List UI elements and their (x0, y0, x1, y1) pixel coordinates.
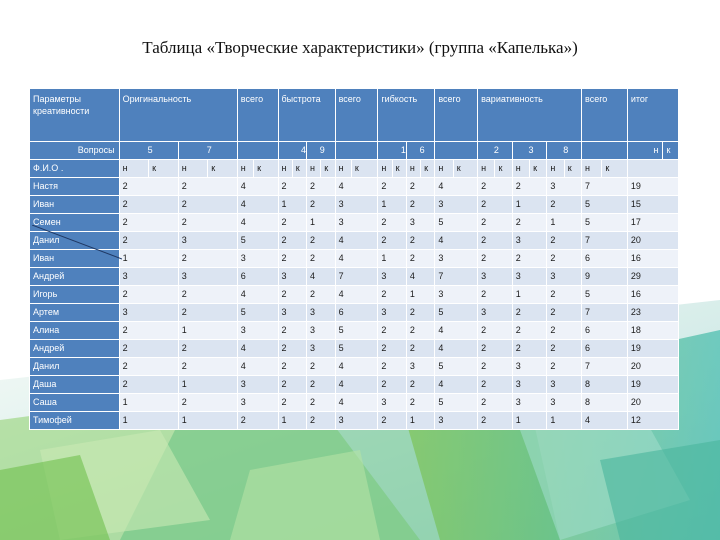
score-cell: 2 (178, 196, 237, 214)
score-cell: 2 (547, 358, 582, 376)
question-number: 7 (178, 142, 237, 160)
score-cell: 3 (512, 394, 547, 412)
question-number: 3 (512, 142, 547, 160)
student-name: Настя (30, 178, 120, 196)
question-number: 2 (478, 142, 513, 160)
score-cell: 1 (278, 412, 307, 430)
nk-cell: н (237, 160, 253, 178)
score-cell: 4 (435, 232, 478, 250)
score-cell: 4 (307, 268, 336, 286)
score-cell: 2 (119, 322, 178, 340)
score-cell: 2 (378, 322, 407, 340)
score-cell: 2 (278, 286, 307, 304)
score-cell: 1 (378, 196, 407, 214)
score-cell: 3 (547, 376, 582, 394)
table-row (30, 286, 679, 304)
creativity-table (29, 88, 679, 430)
score-cell: 2 (547, 232, 582, 250)
table-row (30, 232, 679, 250)
student-name: Саша (30, 394, 120, 412)
nk-cell: н (378, 160, 392, 178)
student-name: Артем (30, 304, 120, 322)
score-cell: 2 (278, 322, 307, 340)
table-row (30, 322, 679, 340)
header-flexibility: гибкость (378, 89, 435, 142)
fio-row (30, 160, 679, 178)
score-cell: 3 (307, 304, 336, 322)
nk-cell: к (453, 160, 477, 178)
score-cell: 3 (378, 394, 407, 412)
score-cell: 2 (547, 340, 582, 358)
score-cell: 2 (406, 178, 435, 196)
score-cell: 2 (178, 250, 237, 268)
score-cell: 2 (278, 214, 307, 232)
score-cell: 2 (278, 340, 307, 358)
score-cell: 4 (335, 178, 378, 196)
score-cell: 3 (237, 250, 278, 268)
score-cell: 2 (119, 286, 178, 304)
score-cell: 2 (512, 250, 547, 268)
student-name: Алина (30, 322, 120, 340)
score-cell: 5 (582, 214, 628, 232)
score-cell: 2 (378, 178, 407, 196)
nk-cell: н (119, 160, 149, 178)
score-cell: 4 (237, 214, 278, 232)
score-cell: 2 (378, 286, 407, 304)
score-cell: 3 (237, 394, 278, 412)
score-cell: 2 (278, 232, 307, 250)
header-variation: вариативность (478, 89, 582, 142)
score-cell: 2 (478, 232, 513, 250)
score-cell: 5 (435, 304, 478, 322)
header-total: всего (335, 89, 378, 142)
score-cell: 5 (435, 358, 478, 376)
score-cell: 3 (547, 178, 582, 196)
score-cell: 2 (119, 358, 178, 376)
score-cell: 1 (178, 322, 237, 340)
table-row (30, 304, 679, 322)
question-number: 5 (119, 142, 178, 160)
score-cell: 18 (627, 322, 678, 340)
student-name: Иван (30, 250, 120, 268)
score-cell: 7 (435, 268, 478, 286)
questions-row (30, 142, 679, 160)
score-cell: 2 (119, 214, 178, 232)
score-cell: 5 (335, 322, 378, 340)
score-cell: 3 (178, 232, 237, 250)
nk-cell: н (335, 160, 351, 178)
score-cell: 2 (512, 322, 547, 340)
score-cell: 4 (237, 196, 278, 214)
diagonal-line (32, 225, 122, 265)
score-cell: 19 (627, 376, 678, 394)
student-name: Тимофей (30, 412, 120, 430)
nk-cell: к (351, 160, 377, 178)
question-number: 4 (278, 142, 307, 160)
score-cell: 2 (406, 196, 435, 214)
score-cell: 2 (307, 412, 336, 430)
score-cell: 2 (307, 358, 336, 376)
score-cell: 2 (547, 304, 582, 322)
score-cell: 2 (278, 250, 307, 268)
score-cell: 2 (307, 394, 336, 412)
score-cell: 1 (406, 286, 435, 304)
score-cell: 5 (237, 304, 278, 322)
score-cell: 2 (478, 412, 513, 430)
score-cell: 1 (178, 412, 237, 430)
header-params: Параметры креативности (30, 89, 120, 142)
header-row (30, 89, 679, 142)
score-cell: 3 (435, 286, 478, 304)
score-cell: 4 (335, 376, 378, 394)
score-cell: 3 (278, 268, 307, 286)
student-rows (30, 178, 679, 430)
score-cell: 2 (478, 196, 513, 214)
score-cell: 7 (335, 268, 378, 286)
score-cell: 2 (307, 178, 336, 196)
score-cell: 5 (582, 196, 628, 214)
question-number: 9 (307, 142, 336, 160)
score-cell: 2 (478, 376, 513, 394)
score-cell: 3 (119, 304, 178, 322)
student-name: Андрей (30, 340, 120, 358)
table-row (30, 340, 679, 358)
score-cell: 2 (278, 358, 307, 376)
table-row (30, 250, 679, 268)
score-cell: 2 (278, 376, 307, 394)
score-cell: 3 (512, 232, 547, 250)
table-row (30, 376, 679, 394)
score-cell: 1 (512, 412, 547, 430)
result-n: н (627, 142, 663, 160)
score-cell: 7 (582, 358, 628, 376)
header-originality: Оригинальность (119, 89, 237, 142)
score-cell: 9 (582, 268, 628, 286)
score-cell: 1 (512, 196, 547, 214)
score-cell: 2 (307, 196, 336, 214)
score-cell: 3 (512, 358, 547, 376)
score-cell: 3 (378, 268, 407, 286)
score-cell: 1 (547, 214, 582, 232)
nk-cell: н (478, 160, 495, 178)
score-cell: 2 (406, 232, 435, 250)
score-cell: 2 (307, 286, 336, 304)
score-cell: 2 (406, 340, 435, 358)
score-cell: 20 (627, 394, 678, 412)
score-cell: 6 (237, 268, 278, 286)
nk-cell: н (307, 160, 321, 178)
score-cell: 2 (478, 358, 513, 376)
student-name: Даша (30, 376, 120, 394)
page-title: Таблица «Творческие характеристики» (группа «Капелька») (142, 38, 578, 57)
score-cell: 2 (512, 214, 547, 232)
score-cell: 2 (119, 376, 178, 394)
score-cell: 2 (119, 178, 178, 196)
score-cell: 19 (627, 340, 678, 358)
score-cell: 7 (582, 232, 628, 250)
nk-cell: н (582, 160, 602, 178)
score-cell: 6 (582, 322, 628, 340)
score-cell: 2 (406, 250, 435, 268)
score-cell: 2 (178, 358, 237, 376)
score-cell: 2 (406, 394, 435, 412)
score-cell: 2 (378, 340, 407, 358)
score-cell: 2 (307, 376, 336, 394)
score-cell: 4 (435, 340, 478, 358)
score-cell: 3 (406, 214, 435, 232)
score-cell: 5 (435, 214, 478, 232)
score-cell: 2 (378, 358, 407, 376)
score-cell: 3 (512, 376, 547, 394)
score-cell: 4 (435, 322, 478, 340)
score-cell: 4 (237, 286, 278, 304)
score-cell: 2 (478, 178, 513, 196)
score-cell: 2 (512, 340, 547, 358)
score-cell: 2 (547, 286, 582, 304)
score-cell: 2 (547, 250, 582, 268)
score-cell: 5 (237, 232, 278, 250)
score-cell: 1 (406, 412, 435, 430)
header-speed: быстрота (278, 89, 335, 142)
score-cell: 2 (178, 304, 237, 322)
score-cell: 3 (307, 340, 336, 358)
score-cell: 2 (406, 322, 435, 340)
questions-label: Вопросы (30, 142, 120, 160)
score-cell: 3 (435, 196, 478, 214)
score-cell: 2 (278, 178, 307, 196)
score-cell: 5 (582, 286, 628, 304)
score-cell: 16 (627, 250, 678, 268)
score-cell: 3 (478, 304, 513, 322)
table-row (30, 178, 679, 196)
score-cell: 4 (582, 412, 628, 430)
nk-cell: н (406, 160, 420, 178)
nk-cell: к (602, 160, 627, 178)
score-cell: 2 (119, 232, 178, 250)
score-cell: 5 (335, 340, 378, 358)
nk-cell: к (392, 160, 406, 178)
nk-cell: к (292, 160, 306, 178)
student-name: Данил (30, 358, 120, 376)
header-total: всего (582, 89, 628, 142)
student-name: Игорь (30, 286, 120, 304)
table-row (30, 394, 679, 412)
nk-cell: к (254, 160, 278, 178)
header-total: всего (435, 89, 478, 142)
score-cell: 1 (278, 196, 307, 214)
nk-cell: к (495, 160, 512, 178)
score-cell: 2 (512, 304, 547, 322)
score-cell: 3 (378, 304, 407, 322)
score-cell: 2 (406, 376, 435, 394)
score-cell: 20 (627, 358, 678, 376)
score-cell: 3 (278, 304, 307, 322)
score-cell: 3 (512, 268, 547, 286)
student-name: Иван (30, 196, 120, 214)
score-cell: 2 (378, 232, 407, 250)
score-cell: 4 (237, 178, 278, 196)
score-cell: 3 (335, 196, 378, 214)
student-name: Андрей (30, 268, 120, 286)
score-cell: 1 (119, 412, 178, 430)
score-cell: 12 (627, 412, 678, 430)
score-cell: 2 (178, 340, 237, 358)
header-result: итог (627, 89, 678, 142)
score-cell: 8 (582, 376, 628, 394)
result-k: к (663, 142, 679, 160)
question-number: 8 (547, 142, 582, 160)
score-cell: 2 (378, 214, 407, 232)
score-cell: 2 (478, 286, 513, 304)
table-row (30, 268, 679, 286)
nk-cell: н (435, 160, 453, 178)
score-cell: 17 (627, 214, 678, 232)
student-name: Семен (30, 214, 120, 232)
score-cell: 1 (547, 412, 582, 430)
score-cell: 1 (119, 394, 178, 412)
score-cell: 2 (178, 214, 237, 232)
score-cell: 7 (582, 178, 628, 196)
nk-cell: к (321, 160, 335, 178)
score-cell: 6 (335, 304, 378, 322)
score-cell: 3 (547, 268, 582, 286)
nk-cell: к (149, 160, 179, 178)
score-cell: 2 (119, 196, 178, 214)
score-cell: 2 (478, 322, 513, 340)
score-cell: 4 (435, 376, 478, 394)
score-cell: 6 (582, 250, 628, 268)
nk-cell: к (421, 160, 435, 178)
score-cell: 3 (237, 376, 278, 394)
score-cell: 20 (627, 232, 678, 250)
score-cell: 2 (478, 340, 513, 358)
score-cell: 3 (435, 250, 478, 268)
score-cell: 4 (335, 250, 378, 268)
score-cell: 1 (512, 286, 547, 304)
score-cell: 1 (307, 214, 336, 232)
score-cell: 8 (582, 394, 628, 412)
score-cell: 5 (435, 394, 478, 412)
score-cell: 2 (237, 412, 278, 430)
score-cell: 4 (335, 232, 378, 250)
table-row (30, 214, 679, 232)
table-row (30, 358, 679, 376)
score-cell: 3 (119, 268, 178, 286)
score-cell: 23 (627, 304, 678, 322)
score-cell: 3 (547, 394, 582, 412)
score-cell: 4 (237, 340, 278, 358)
score-cell: 2 (547, 322, 582, 340)
nk-cell: н (278, 160, 292, 178)
student-name: Данил (30, 232, 120, 250)
score-cell: 2 (478, 394, 513, 412)
score-cell: 4 (335, 394, 378, 412)
score-cell: 16 (627, 286, 678, 304)
score-cell: 1 (178, 376, 237, 394)
score-cell: 2 (478, 250, 513, 268)
score-cell: 19 (627, 178, 678, 196)
score-cell: 3 (335, 214, 378, 232)
score-cell: 4 (335, 358, 378, 376)
question-number: 1 (378, 142, 407, 160)
score-cell: 6 (582, 340, 628, 358)
score-cell: 3 (237, 322, 278, 340)
score-cell: 3 (478, 268, 513, 286)
header-total: всего (237, 89, 278, 142)
score-cell: 4 (435, 178, 478, 196)
score-cell: 4 (335, 286, 378, 304)
score-cell: 2 (307, 232, 336, 250)
table-row (30, 412, 679, 430)
score-cell: 3 (335, 412, 378, 430)
nk-cell: к (208, 160, 238, 178)
question-number: 6 (406, 142, 435, 160)
score-cell: 2 (378, 376, 407, 394)
score-cell: 4 (237, 358, 278, 376)
score-cell: 2 (478, 214, 513, 232)
score-cell: 2 (119, 340, 178, 358)
nk-cell: н (178, 160, 208, 178)
score-cell: 2 (512, 178, 547, 196)
score-cell: 2 (178, 286, 237, 304)
score-cell: 2 (178, 394, 237, 412)
score-cell: 2 (307, 250, 336, 268)
nk-cell: н (547, 160, 564, 178)
score-cell: 29 (627, 268, 678, 286)
score-cell: 3 (178, 268, 237, 286)
score-cell: 3 (307, 322, 336, 340)
score-cell: 3 (406, 358, 435, 376)
score-cell: 2 (278, 394, 307, 412)
score-cell: 15 (627, 196, 678, 214)
nk-cell: к (530, 160, 547, 178)
score-cell: 2 (178, 178, 237, 196)
fio-label: Ф.И.О . (30, 160, 120, 178)
score-cell: 2 (406, 304, 435, 322)
score-cell: 7 (582, 304, 628, 322)
nk-cell: н (512, 160, 529, 178)
score-cell: 1 (378, 250, 407, 268)
score-cell: 2 (547, 196, 582, 214)
nk-cell: к (564, 160, 581, 178)
score-cell: 4 (406, 268, 435, 286)
table-row (30, 196, 679, 214)
score-cell: 3 (435, 412, 478, 430)
score-cell: 2 (378, 412, 407, 430)
score-cell: 1 (119, 250, 178, 268)
